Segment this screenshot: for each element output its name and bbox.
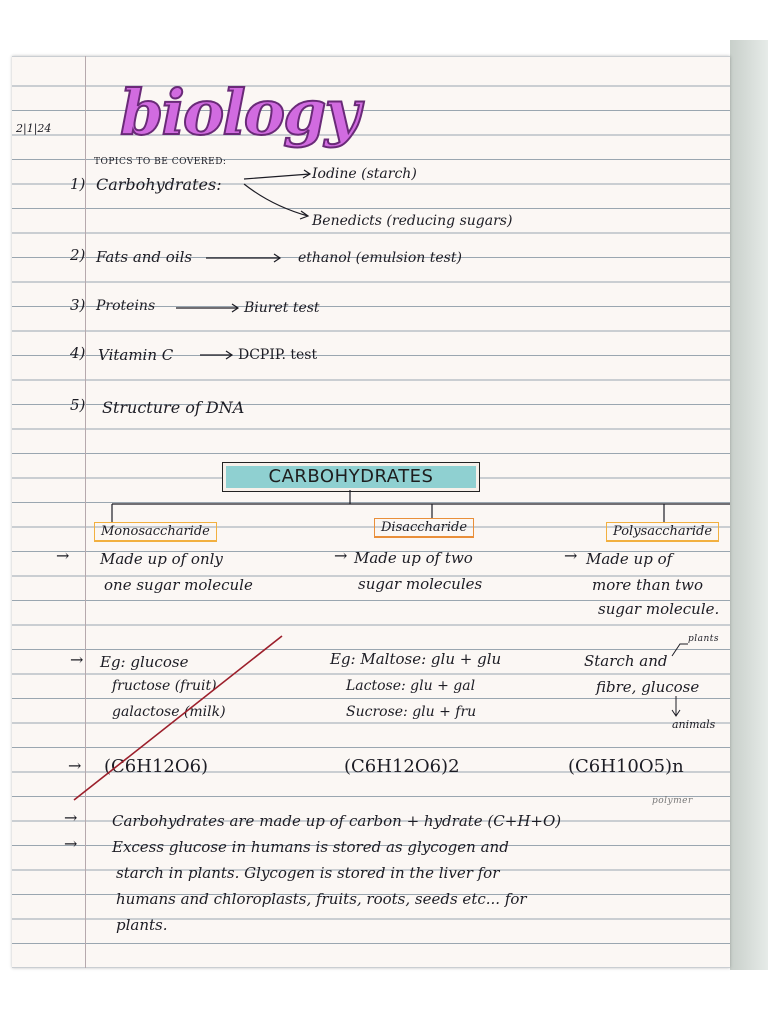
- topic-number: 4): [70, 344, 86, 362]
- arrow-icon: →: [70, 650, 84, 669]
- topic-number: 3): [70, 296, 86, 314]
- topics-heading: TOPICS TO BE COVERED:: [94, 157, 227, 167]
- polysaccharide-heading: Polysaccharide: [606, 522, 719, 542]
- drawing-layer: [12, 56, 730, 968]
- note-line: humans and chloroplasts, fruits, roots, seeds etc... for: [116, 890, 527, 908]
- example-note: animals: [672, 718, 716, 731]
- column-desc: Made up of: [586, 550, 673, 568]
- topic-name: Fats and oils: [96, 248, 193, 266]
- example: galactose (milk): [112, 704, 226, 720]
- arrow-icon: →: [64, 834, 78, 853]
- example: Eg: Maltose: glu + glu: [330, 650, 502, 668]
- topic-number: 1): [70, 175, 86, 193]
- topic-test: Benedicts (reducing sugars): [312, 213, 513, 229]
- formula: (C6H12O6)2: [344, 756, 460, 777]
- topic-name: Vitamin C: [98, 346, 174, 364]
- example: Sucrose: glu + fru: [346, 704, 477, 720]
- note-line: Excess glucose in humans is stored as glycogen and: [112, 838, 509, 856]
- note-line: plants.: [116, 916, 168, 934]
- arrow-line-benedicts: [244, 184, 308, 216]
- note-line: Carbohydrates are made up of carbon + hydrate (C+H+O): [112, 812, 562, 830]
- topic-name: Carbohydrates:: [96, 175, 222, 194]
- arrow-icon: →: [64, 808, 78, 827]
- page-title: biology: [120, 76, 359, 149]
- plant-animal-arrows: [672, 644, 688, 716]
- example: Starch and: [584, 652, 668, 670]
- tree-lines: [112, 490, 730, 522]
- topic-test: DCPIP. test: [238, 347, 318, 363]
- topic-name: Proteins: [96, 298, 156, 314]
- column-desc: one sugar molecule: [104, 576, 253, 594]
- topic-number: 2): [70, 246, 86, 264]
- topic-name: Structure of DNA: [102, 398, 245, 417]
- topic-test: Iodine (starch): [312, 166, 417, 182]
- arrow-icon: →: [56, 546, 70, 565]
- column-desc: more than two: [592, 576, 704, 594]
- topic-arrows: [176, 170, 310, 359]
- example: fructose (fruit): [112, 678, 217, 694]
- example: fibre, glucose: [596, 678, 700, 696]
- strike-line: [74, 636, 282, 800]
- topic-test: Biuret test: [244, 300, 320, 316]
- column-desc: sugar molecule.: [598, 600, 720, 618]
- topic-number: 5): [70, 396, 86, 414]
- topic-test: ethanol (emulsion test): [298, 250, 462, 266]
- column-desc: sugar molecules: [358, 575, 483, 593]
- arrow-line-iodine: [244, 174, 310, 179]
- column-desc: Made up of two: [354, 549, 473, 567]
- plants-arrow: [672, 644, 688, 656]
- background-edge: [730, 40, 768, 970]
- monosaccharide-heading: Monosaccharide: [94, 522, 217, 542]
- arrow-icon: →: [564, 546, 578, 565]
- arrow-icon: →: [68, 756, 82, 775]
- date: 2|1|24: [16, 122, 52, 135]
- section-title: CARBOHYDRATES: [268, 466, 434, 487]
- column-desc: Made up of only: [100, 550, 223, 568]
- example-note: plants: [688, 634, 720, 644]
- notebook-page: [12, 56, 730, 968]
- example: Lactose: glu + gal: [346, 678, 476, 694]
- formula-note: polymer: [652, 796, 693, 806]
- note-line: starch in plants. Glycogen is stored in the liver for: [116, 864, 500, 882]
- disaccharide-heading: Disaccharide: [374, 518, 474, 538]
- formula: (C6H12O6): [104, 756, 209, 777]
- example: Eg: glucose: [100, 653, 189, 671]
- arrow-icon: →: [334, 546, 348, 565]
- formula: (C6H10O5)n: [568, 756, 684, 777]
